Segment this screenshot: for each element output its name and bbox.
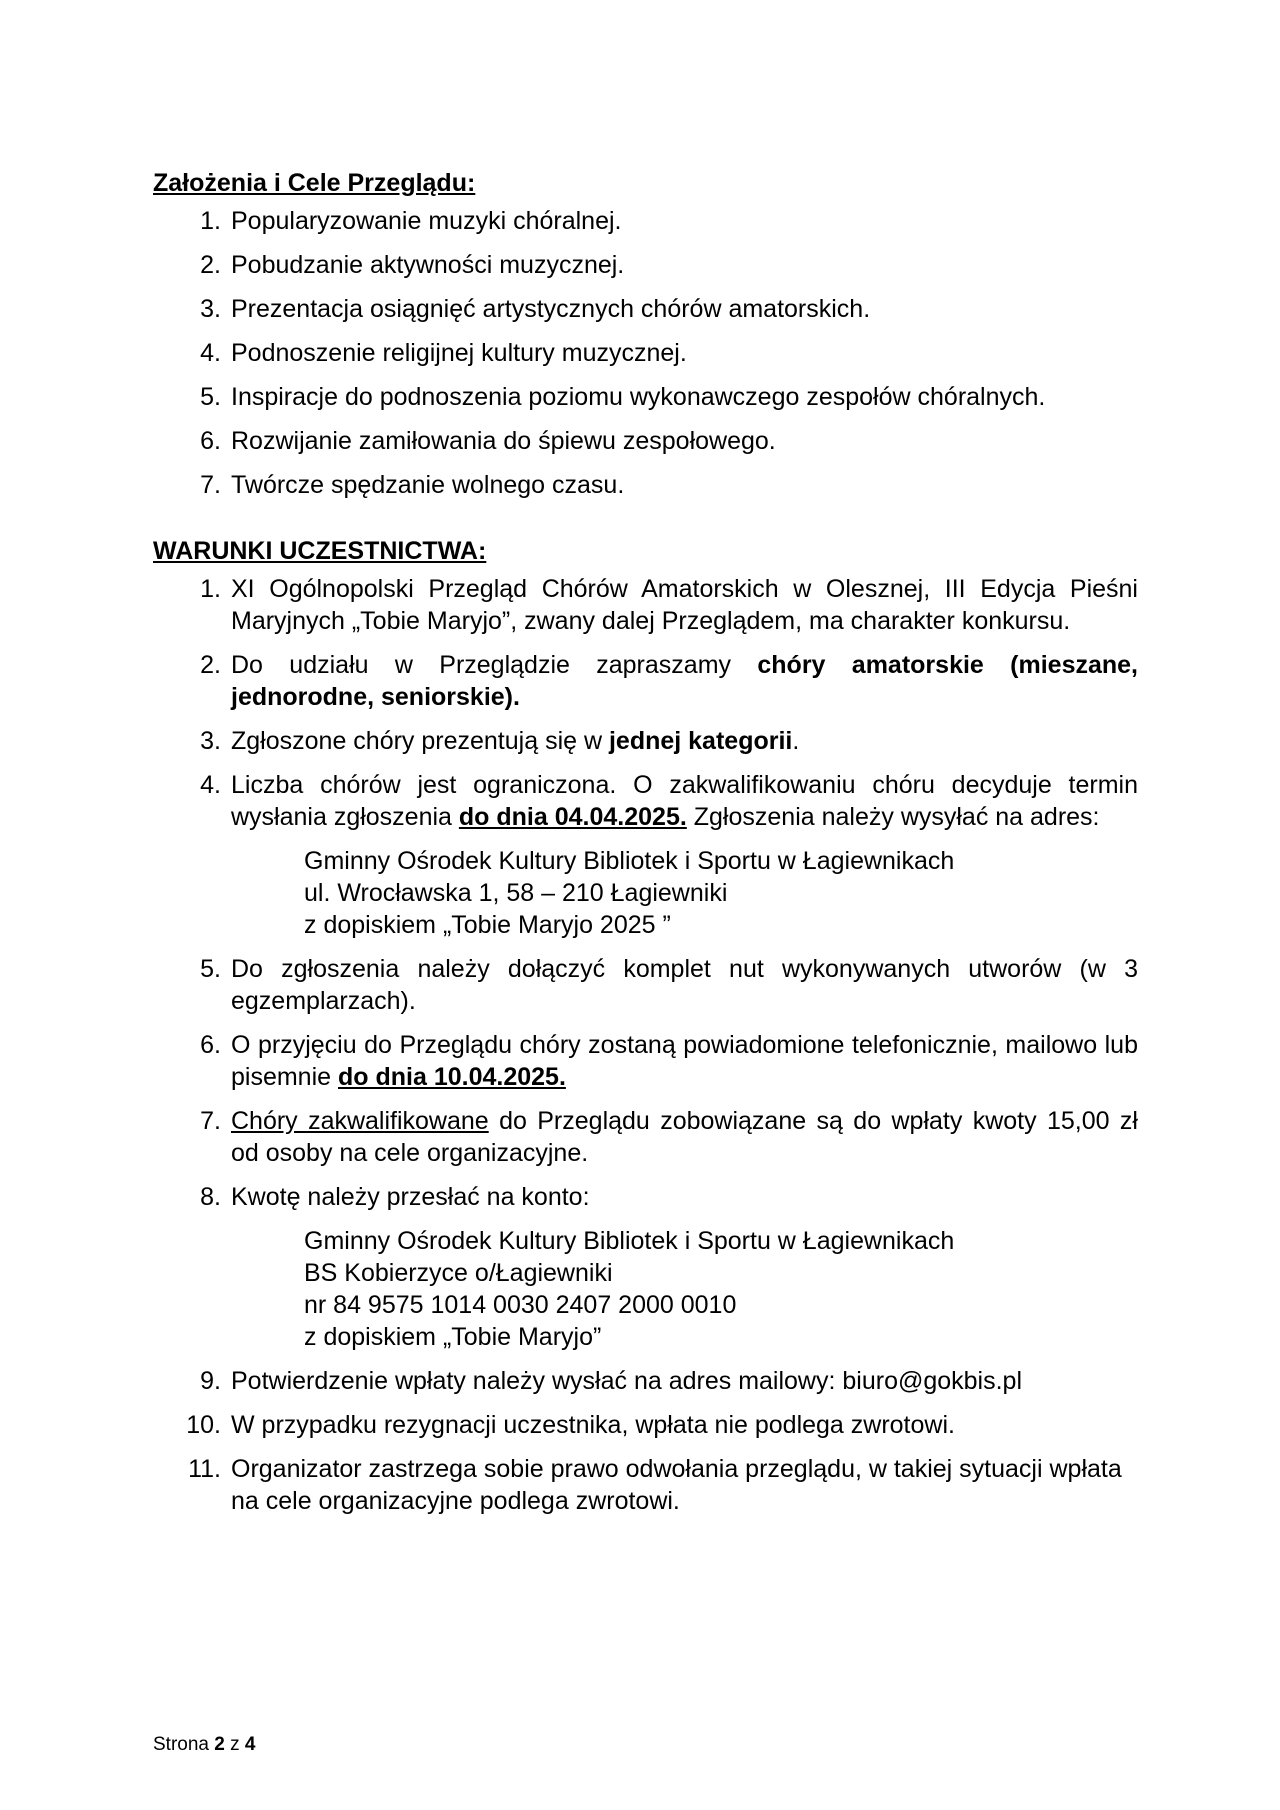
item-text-part: O przyjęciu do Przeglądu chóry zostaną powiadomione telefonicznie, mailowo lub pisemnie (231, 1031, 1138, 1091)
item-number: 2. (200, 251, 221, 279)
goals-list (153, 205, 1138, 501)
item-text: Inspiracje do podnoszenia poziomu wykonawczego zespołów chóralnych. (231, 383, 1046, 411)
item-text-part: Liczba chórów jest ograniczona. O zakwalifikowaniu chóru decyduje termin wysłania zgłoszenia (231, 771, 1138, 831)
item-number: 6. (200, 427, 221, 455)
list-item (153, 1409, 1138, 1441)
item-text (231, 769, 1138, 941)
list-item (153, 293, 1138, 325)
page-label: Strona (153, 1734, 209, 1755)
list-item (153, 205, 1138, 237)
list-item (153, 1453, 1138, 1517)
item-text-part: Kwotę należy przesłać na konto: (231, 1183, 590, 1211)
item-number: 3. (200, 727, 221, 755)
list-item (153, 1105, 1138, 1169)
item-number: 4. (200, 339, 221, 367)
list-item (153, 1365, 1138, 1397)
item-text (231, 1029, 1138, 1093)
item-text (231, 725, 1138, 757)
page-content (153, 167, 1138, 1529)
conditions-list (153, 573, 1138, 1517)
item-number: 8. (200, 1183, 221, 1211)
mailing-address (304, 845, 1138, 941)
item-number: 5. (200, 383, 221, 411)
item-text: Prezentacja osiągnięć artystycznych chórów amatorskich. (231, 295, 871, 323)
deadline-date: do dnia 04.04.2025. (458, 803, 687, 831)
item-text (231, 1181, 1138, 1353)
goals-heading: Założenia i Cele Przeglądu: (153, 169, 476, 197)
list-item (153, 249, 1138, 281)
item-text-part: Do udziału w Przeglądzie zapraszamy (231, 651, 758, 679)
item-number: 1. (200, 207, 221, 235)
item-text: XI Ogólnopolski Przegląd Chórów Amatorskich w Olesznej, III Edycja Pieśni Maryjnych „Tobie Maryjo”, zwany dalej Przeglądem, ma charakter konkursu. (231, 575, 1138, 635)
conditions-heading: WARUNKI UCZESTNICTWA: (153, 537, 487, 565)
item-text: Rozwijanie zamiłowania do śpiewu zespołowego. (231, 427, 776, 455)
page-number-footer (153, 1733, 255, 1757)
item-number: 1. (200, 575, 221, 603)
item-text: Do zgłoszenia należy dołączyć komplet nut wykonywanych utworów (w 3 egzemplarzach). (231, 955, 1138, 1015)
item-text-part: Zgłoszenia należy wysyłać na adres: (686, 803, 1100, 831)
item-text: Organizator zastrzega sobie prawo odwołania przeglądu, w takiej sytuacji wpłata na cele organizacyjne podlega zwrotowi. (231, 1455, 1122, 1515)
list-item (153, 573, 1138, 637)
item-text (231, 649, 1138, 713)
address-line: z dopiskiem „Tobie Maryjo” (304, 1323, 602, 1351)
item-text-part: Zgłoszone chóry prezentują się w (231, 727, 609, 755)
item-number: 9. (200, 1367, 221, 1395)
item-text-part: . (792, 727, 800, 755)
list-item (153, 337, 1138, 369)
item-text: Podnoszenie religijnej kultury muzycznej. (231, 339, 687, 367)
list-item (153, 425, 1138, 457)
item-text (231, 1105, 1138, 1169)
item-number: 3. (200, 295, 221, 323)
item-text: Potwierdzenie wpłaty należy wysłać na adres mailowy: biuro@gokbis.pl (231, 1367, 1023, 1395)
list-item (153, 1029, 1138, 1093)
list-item (153, 1181, 1138, 1353)
item-number: 4. (200, 771, 221, 799)
item-number: 7. (200, 1107, 221, 1135)
address-line: nr 84 9575 1014 0030 2407 2000 0010 (304, 1291, 737, 1319)
item-number: 11. (188, 1455, 221, 1483)
item-text: W przypadku rezygnacji uczestnika, wpłata nie podlega zwrotowi. (231, 1411, 955, 1439)
current-page-number: 2 (214, 1734, 225, 1755)
page-separator: z (230, 1734, 240, 1755)
item-text-bold: chóry amatorskie (mieszane, jednorodne, seniorskie). (231, 651, 1138, 711)
item-number: 10. (186, 1411, 221, 1439)
item-number: 7. (200, 471, 221, 499)
address-line: BS Kobierzyce o/Łagiewniki (304, 1259, 613, 1287)
item-number: 5. (200, 955, 221, 983)
item-text: Popularyzowanie muzyki chóralnej. (231, 207, 622, 235)
address-line: ul. Wrocławska 1, 58 – 210 Łagiewniki (304, 879, 728, 907)
item-text-underlined: Chóry zakwalifikowane (231, 1107, 489, 1135)
item-text: Pobudzanie aktywności muzycznej. (231, 251, 625, 279)
item-number: 6. (200, 1031, 221, 1059)
total-page-number: 4 (244, 1734, 256, 1755)
item-text: Twórcze spędzanie wolnego czasu. (231, 471, 625, 499)
item-text-part: do Przeglądu zobowiązane są do wpłaty kwoty 15,00 zł od osoby na cele organizacyjne. (231, 1107, 1138, 1167)
list-item (153, 725, 1138, 757)
item-text-bold: jednej kategorii (608, 727, 793, 755)
list-item (153, 469, 1138, 501)
address-line: Gminny Ośrodek Kultury Bibliotek i Sportu w Łagiewnikach (304, 847, 955, 875)
list-item (153, 953, 1138, 1017)
bank-account-details (304, 1225, 1138, 1353)
item-number: 2. (200, 651, 221, 679)
address-line: z dopiskiem „Tobie Maryjo 2025 ” (304, 911, 671, 939)
deadline-date: do dnia 10.04.2025. (338, 1063, 566, 1091)
list-item (153, 381, 1138, 413)
list-item (153, 649, 1138, 713)
address-line: Gminny Ośrodek Kultury Bibliotek i Sportu w Łagiewnikach (304, 1227, 955, 1255)
list-item (153, 769, 1138, 941)
